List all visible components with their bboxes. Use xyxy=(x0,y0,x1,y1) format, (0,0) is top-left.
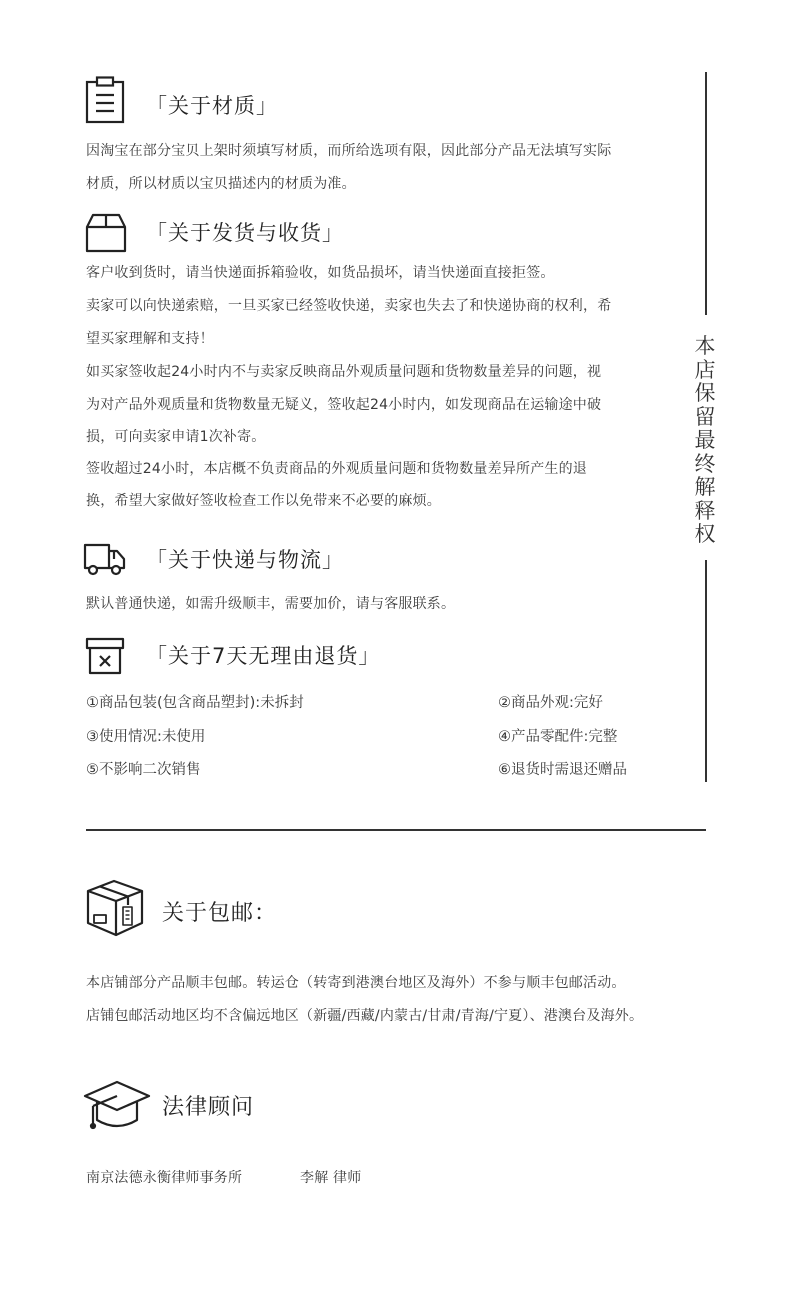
side-note: 本店保留最终解释权 xyxy=(694,334,716,546)
return-condition: ⑥退货时需退还赠品 xyxy=(498,762,627,778)
express-line: 默认普通快递，如需升级顺丰，需要加价，请与客服联系。 xyxy=(86,596,456,612)
section-divider xyxy=(86,829,706,831)
truck-icon xyxy=(83,543,127,577)
section-title-free-shipping: 关于包邮： xyxy=(162,901,278,926)
return-box-icon xyxy=(85,637,125,675)
return-condition: ⑤不影响二次销售 xyxy=(86,762,201,778)
section-title-legal: 法律顾问 xyxy=(162,1095,255,1120)
law-firm: 南京法德永衡律师事务所 xyxy=(86,1170,243,1186)
shipping-line: 卖家可以向快递索赔，一旦买家已经签收快递，卖家也失去了和快递协商的权利，希 xyxy=(86,298,612,314)
side-divider-top xyxy=(705,72,707,315)
shipping-line: 损，可向卖家申请1次补寄。 xyxy=(86,429,266,445)
free-shipping-line: 店铺包邮活动地区均不含偏远地区（新疆/西藏/内蒙古/甘肃/青海/宁夏）、港澳台及海外。 xyxy=(86,1008,644,1024)
clipboard-icon xyxy=(85,76,125,124)
material-line: 因淘宝在部分宝贝上架时须填写材质，而所给选项有限，因此部分产品无法填写实际 xyxy=(86,143,612,159)
material-line: 材质，所以材质以宝贝描述内的材质为准。 xyxy=(86,176,356,192)
section-title-returns: 「关于7天无理由退货」 xyxy=(146,644,381,668)
return-condition: ③使用情况:未使用 xyxy=(86,729,206,745)
shipping-line: 客户收到货时，请当快递面拆箱验收，如货品损坏，请当快递面直接拒签。 xyxy=(86,265,555,281)
side-divider-bottom xyxy=(705,560,707,782)
lawyer-name: 李解 律师 xyxy=(300,1170,362,1186)
graduation-cap-icon xyxy=(83,1078,151,1132)
shipping-line: 为对产品外观质量和货物数量无疑义，签收起24小时内，如发现商品在运输途中破 xyxy=(86,397,602,413)
section-title-material: 「关于材质」 xyxy=(146,94,278,118)
section-title-shipping: 「关于发货与收货」 xyxy=(146,221,344,245)
return-condition: ②商品外观:完好 xyxy=(498,695,603,711)
section-title-express: 「关于快递与物流」 xyxy=(146,548,344,572)
free-shipping-line: 本店铺部分产品顺丰包邮。转运仓（转寄到港澳台地区及海外）不参与顺丰包邮活动。 xyxy=(86,975,626,991)
return-condition: ④产品零配件:完整 xyxy=(498,729,618,745)
box-icon xyxy=(85,213,127,253)
shipping-line: 如买家签收起24小时内不与卖家反映商品外观质量问题和货物数量差异的问题，视 xyxy=(86,364,602,380)
shipping-line: 换，希望大家做好签收检查工作以免带来不必要的麻烦。 xyxy=(86,493,441,509)
package-icon xyxy=(84,877,148,939)
return-condition: ①商品包装(包含商品塑封):未拆封 xyxy=(86,695,304,711)
shipping-line: 签收超过24小时，本店概不负责商品的外观质量问题和货物数量差异所产生的退 xyxy=(86,461,588,477)
shipping-line: 望买家理解和支持！ xyxy=(86,331,214,347)
